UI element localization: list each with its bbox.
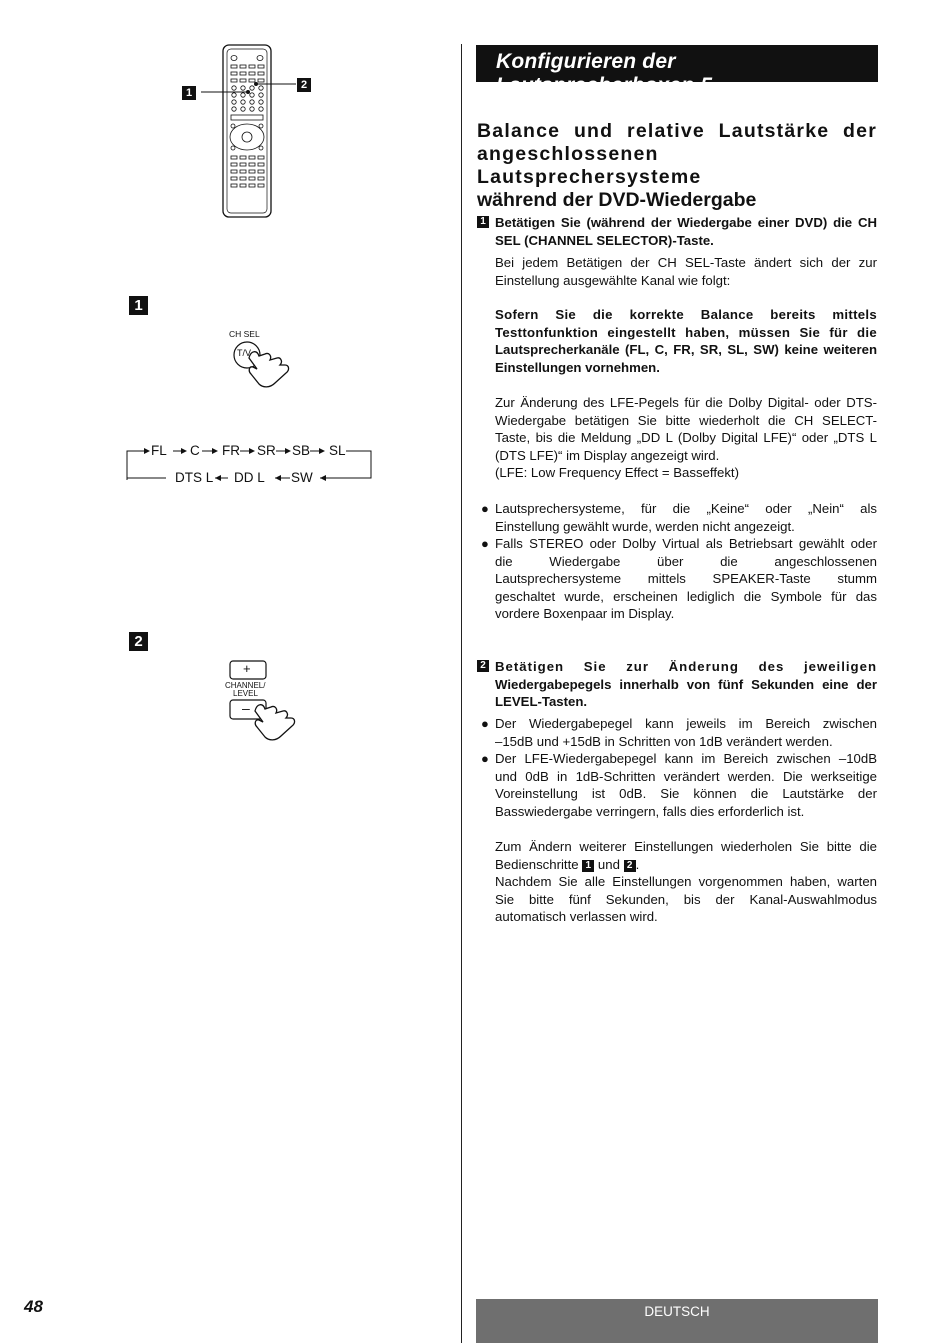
- step1-b1-line-1: Lautsprechersysteme, für die „Keine“ oder „Nein“ als: [495, 501, 877, 516]
- bullet-dot: ●: [481, 501, 489, 516]
- step1-p3-line-2: Wiedergabe betätigen Sie bitte wiederholt die CH SELECT-: [495, 412, 877, 428]
- section-heading: [477, 120, 877, 212]
- step1-p1-line-2: Einstellung ausgewählte Kanal wie folgt:: [495, 272, 731, 288]
- bullet-dot: ●: [481, 536, 489, 551]
- repeat-text-a: Bedienschritte: [495, 856, 579, 872]
- bullet-dot: ●: [481, 716, 489, 731]
- step1-b2-line-4: geschaltet wurde, erscheinen lediglich die Symbole für das: [495, 588, 877, 604]
- step2-repeat-line-1: Zum Ändern weiterer Einstellungen wiederholen Sie bitte die: [495, 839, 877, 854]
- remote-callout-1: 1: [182, 86, 196, 100]
- section-header: [476, 45, 878, 97]
- step1-title-line-1: Betätigen Sie (während der Wiedergabe einer DVD) die CH: [495, 215, 877, 230]
- flow-c: C: [190, 443, 200, 458]
- step1-paragraph-2: [477, 306, 877, 376]
- step2-final-line-3: automatisch verlassen wird.: [495, 909, 658, 925]
- step2-repeat-paragraph: [477, 838, 877, 926]
- column-divider: [461, 44, 462, 1343]
- step1-b2-line-2: die Wiedergabe über die angeschlossenen: [495, 553, 877, 569]
- step1-p3-line-1: Zur Änderung des LFE-Pegels für die Dolby Digital- oder DTS-: [495, 395, 877, 410]
- step1-paragraph-1: [477, 254, 877, 289]
- step1-b2-line-5: vordere Boxenpaar im Display.: [495, 606, 675, 622]
- step1-b1-line-2: Einstellung gewählt wurde, werden nicht angezeigt.: [495, 518, 795, 534]
- ch-sel-button: T/V: [237, 348, 252, 358]
- page-number: 48: [24, 1297, 43, 1316]
- step2-b2-line-2: und 0dB in 1dB-Schritten verändert werden. Die werkseitige: [495, 768, 877, 784]
- step1-p2-line-1: Sofern Sie die korrekte Balance bereits mittels: [495, 307, 877, 322]
- heading-line-3: während der DVD-Wiedergabe: [477, 189, 757, 211]
- step1-p3-line-5: (LFE: Low Frequency Effect = Basseffekt): [495, 465, 739, 481]
- step2-b1-line-2: –15dB und +15dB in Schritten von 1dB verändert werden.: [495, 733, 833, 749]
- step2-title-line-1: Betätigen Sie zur Änderung des jeweiligen: [495, 659, 877, 674]
- step2-title: [477, 658, 877, 711]
- flow-sr: SR: [257, 443, 276, 458]
- step1-b2-line-1: Falls STEREO oder Dolby Virtual als Betriebsart gewählt oder: [495, 536, 877, 551]
- step1-b2-line-3: Lautsprechersysteme mittels SPEAKER-Taste stumm: [495, 571, 877, 587]
- channel-level-label-1: CHANNEL/: [225, 681, 266, 690]
- section-title: Konfigurieren der Lautsprecherboxen 5: [496, 50, 713, 97]
- flow-sl: SL: [329, 443, 346, 458]
- repeat-step-1-ref: 1: [582, 860, 594, 872]
- level-minus-button: –: [242, 700, 250, 716]
- flow-fl: FL: [151, 443, 167, 458]
- step2-number: 2: [477, 660, 489, 672]
- step1-p3-line-3: Taste, bis die Meldung „DD L (Dolby Digital LFE)“ oder „DTS L: [495, 430, 877, 446]
- step2-repeat-line-2: [495, 856, 877, 874]
- step2-b2-line-3: Voreinstellung ist 0dB. Sie können die Lautstärke der: [495, 786, 877, 802]
- step2-final-line-1: Nachdem Sie alle Einstellungen vorgenommen haben, warten: [495, 874, 877, 890]
- step1-p1-line-1: Bei jedem Betätigen der CH SEL-Taste ändert sich der zur: [495, 255, 877, 270]
- ch-sel-label: CH SEL: [229, 329, 260, 339]
- step1-p3-line-4: (DTS LFE)“ im Display angezeigt wird.: [495, 447, 720, 463]
- step2-title-line-2: Wiedergabepegels innerhalb von fünf Sekunden eine der: [495, 676, 877, 692]
- step2-b1-line-1: Der Wiedergabepegel kann jeweils im Bereich zwischen: [495, 716, 877, 731]
- channel-level-buttons-figure: [222, 658, 307, 746]
- bullet-dot: ●: [481, 751, 489, 766]
- flow-dd-l: DD L: [234, 470, 265, 485]
- repeat-text-c: .: [635, 856, 640, 872]
- step2-bullet-1: [477, 715, 877, 750]
- step1-p2-line-4: Einstellungen vornehmen.: [495, 359, 660, 375]
- step2-figure-label: 2: [129, 632, 148, 651]
- repeat-step-2-ref: 2: [624, 860, 636, 872]
- heading-line-2: angeschlossenen Lautsprechersysteme: [477, 143, 702, 188]
- step1-number: 1: [477, 216, 489, 228]
- step1-title: [477, 214, 877, 249]
- language-label: DEUTSCH: [644, 1304, 710, 1319]
- flow-fr: FR: [222, 443, 240, 458]
- step1-p2-line-3: Lautsprecherkanäle (FL, C, FR, SR, SL, SW) keine weiteren: [495, 342, 877, 358]
- step2-final-line-2: Sie bitte fünf Sekunden, bis der Kanal-Auswahlmodus: [495, 891, 877, 907]
- step1-title-line-2: SEL (CHANNEL SELECTOR)-Taste.: [495, 232, 714, 248]
- step1-p2-line-2: Testtonfunktion eingestellt haben, müssen Sie für die: [495, 324, 877, 340]
- step1-bullet-1: [477, 500, 877, 535]
- channel-level-label-2: LEVEL: [233, 689, 258, 698]
- repeat-text-b: und: [597, 856, 620, 872]
- level-plus-button: +: [243, 661, 251, 676]
- step1-bullet-2: [477, 535, 877, 623]
- flow-dts-l: DTS L: [175, 470, 214, 485]
- step2-b2-line-1: Der LFE-Wiedergabepegel kann im Bereich zwischen –10dB: [495, 751, 877, 766]
- step1-paragraph-3: [477, 394, 877, 482]
- ch-sel-button-figure: [225, 338, 300, 393]
- heading-line-1: Balance und relative Lautstärke der: [477, 120, 877, 142]
- flow-sb: SB: [292, 443, 311, 458]
- step2-title-line-3: LEVEL-Tasten.: [495, 694, 588, 710]
- remote-callout-2: 2: [297, 78, 311, 92]
- language-footer: [476, 1299, 878, 1343]
- step1-figure-label: 1: [129, 296, 148, 315]
- step2-bullet-2: [477, 750, 877, 820]
- flow-sw: SW: [291, 470, 313, 485]
- remote-control-illustration: [170, 40, 330, 220]
- step2-b2-line-4: Basswiedergabe verringern, falls dies erforderlich ist.: [495, 803, 805, 819]
